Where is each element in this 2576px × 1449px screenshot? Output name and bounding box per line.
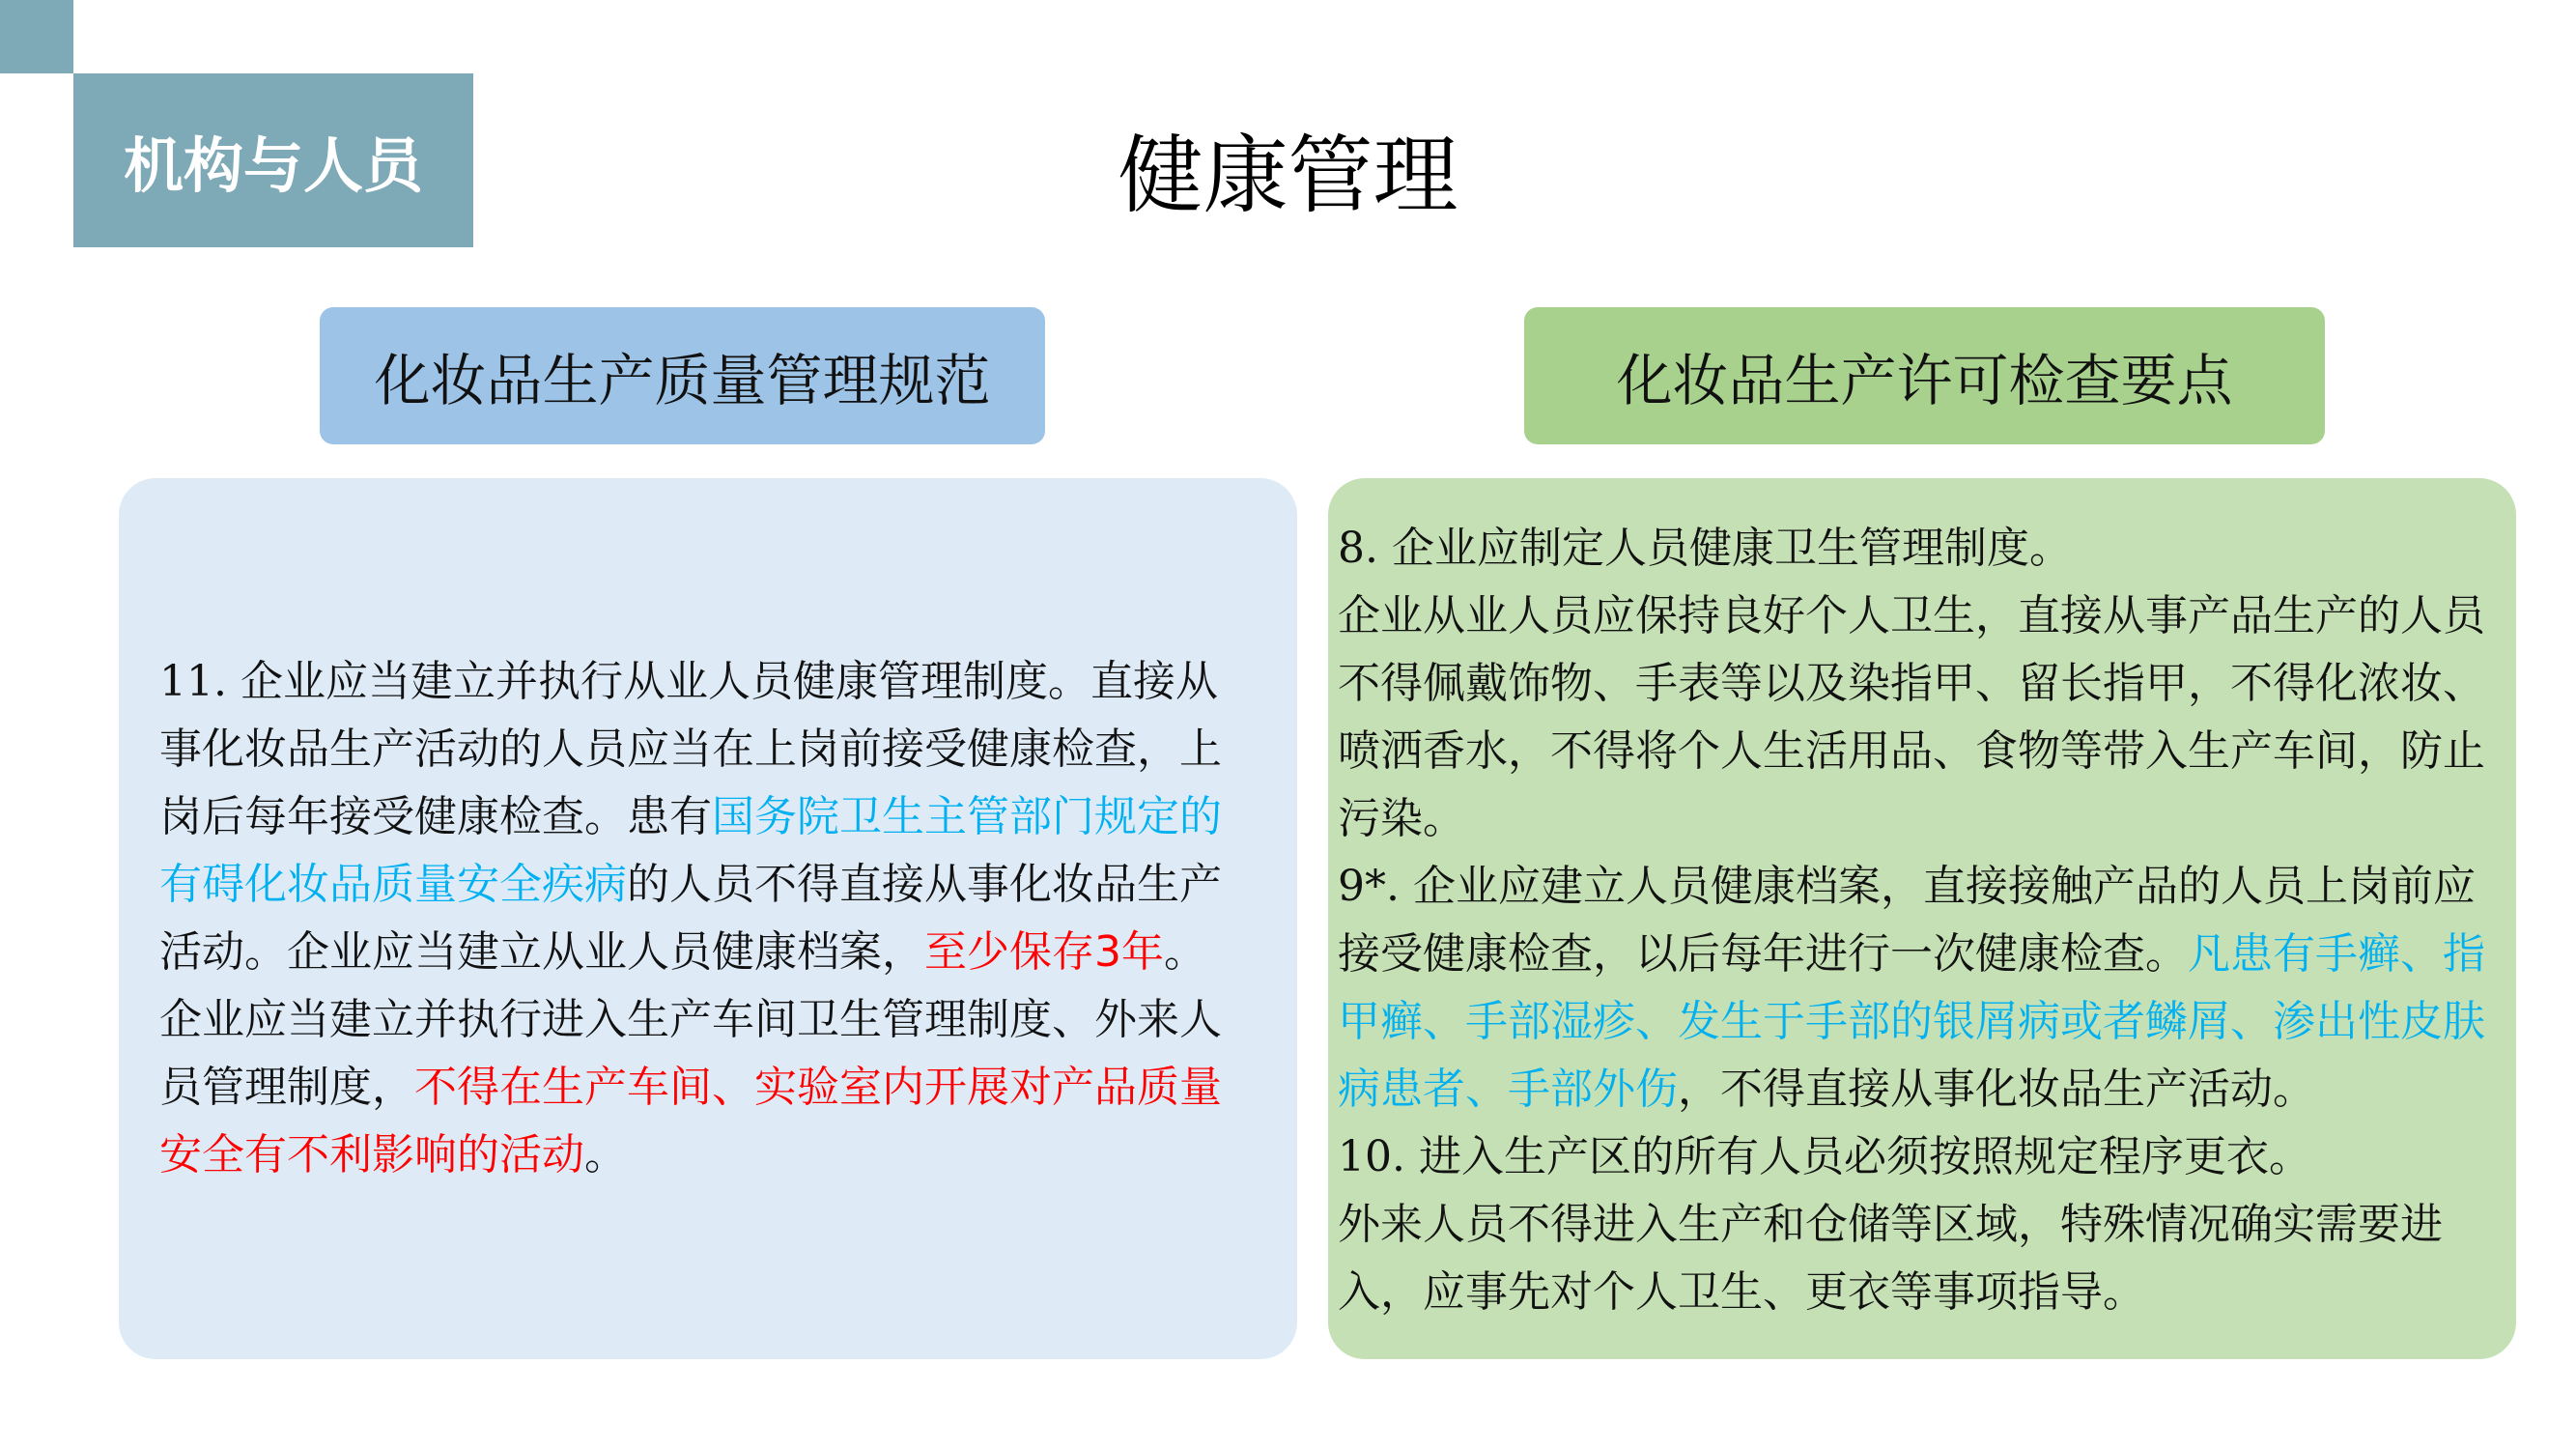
corner-decoration [0, 0, 73, 73]
highlight-text-red: 至少保存3年 [924, 927, 1164, 977]
left-paragraph-2 [159, 986, 1259, 1189]
clause-number: 10. [1338, 1132, 1405, 1181]
clause-number: 11. [159, 657, 227, 706]
right-content-panel [1328, 478, 2516, 1359]
right-paragraph-3 [1338, 853, 2487, 1123]
highlight-text-blue: 国务院卫生主管部门规定的有碍化妆品质量安全疾病 [159, 792, 1222, 909]
right-column-header-label: 化妆品生产许可检查要点 [1616, 348, 2233, 413]
right-paragraph-5: 外来人员不得进入生产和仓储等区域，特殊情况确实需要进入，应事先对个人卫生、更衣等事项指导。 [1338, 1200, 2443, 1317]
text-run: 企业应当建立并执行从业人员健康管理制度。直接从事化妆品生产活动的人员应当在上岗前接受健康检查，上岗后每年接受健康检查。患有 [159, 657, 1222, 841]
page-title: 健康管理 [1118, 126, 1458, 225]
left-paragraph-1 [159, 648, 1259, 986]
section-tag-label: 机构与人员 [123, 129, 423, 201]
highlight-text-blue: 凡患有手癣、指甲癣、手部湿疹、发生于手部的银屑病或者鳞屑、渗出性皮肤病患者、手部外伤 [1338, 929, 2485, 1114]
text-run: 进入生产区的所有人员必须按照规定程序更衣。 [1404, 1132, 2311, 1181]
right-paragraph-2: 企业从业人员应保持良好个人卫生，直接从事产品生产的人员不得佩戴饰物、手表等以及染指甲、留长指甲，不得化浓妆、喷洒香水，不得将个人生活用品、食物等带入生产车间，防止污染。 [1338, 591, 2485, 843]
text-run: ，不得直接从事化妆品生产活动。 [1678, 1065, 2315, 1114]
text-run: 企业应建立人员健康档案，直接接触产品的人员上岗前应接受健康检查，以后每年进行一次健康检查。 [1338, 862, 2476, 979]
right-paragraph-4 [1338, 1123, 2487, 1191]
left-column-header-label: 化妆品生产质量管理规范 [374, 348, 991, 413]
left-column-header [320, 307, 1045, 444]
highlight-text-red: 不得在生产车间、实验室内开展对产品质量安全有不利影响的活动 [159, 1063, 1222, 1179]
text-run: 企业应制定人员健康卫生管理制度。 [1377, 524, 2072, 573]
left-content-panel [119, 478, 1297, 1359]
text-run: 。 [584, 1130, 627, 1179]
clause-number: 8. [1338, 524, 1378, 573]
right-paragraph-1 [1338, 515, 2487, 582]
text-run: 的人员不得直接从事化妆品生产活动。企业应当建立从业人员健康档案， [159, 860, 1222, 977]
clause-number: 9*. [1338, 862, 1400, 911]
text-run: 。 [1164, 927, 1206, 977]
right-column-header [1524, 307, 2325, 444]
text-run: 企业应当建立并执行进入生产车间卫生管理制度、外来人员管理制度， [159, 995, 1222, 1112]
